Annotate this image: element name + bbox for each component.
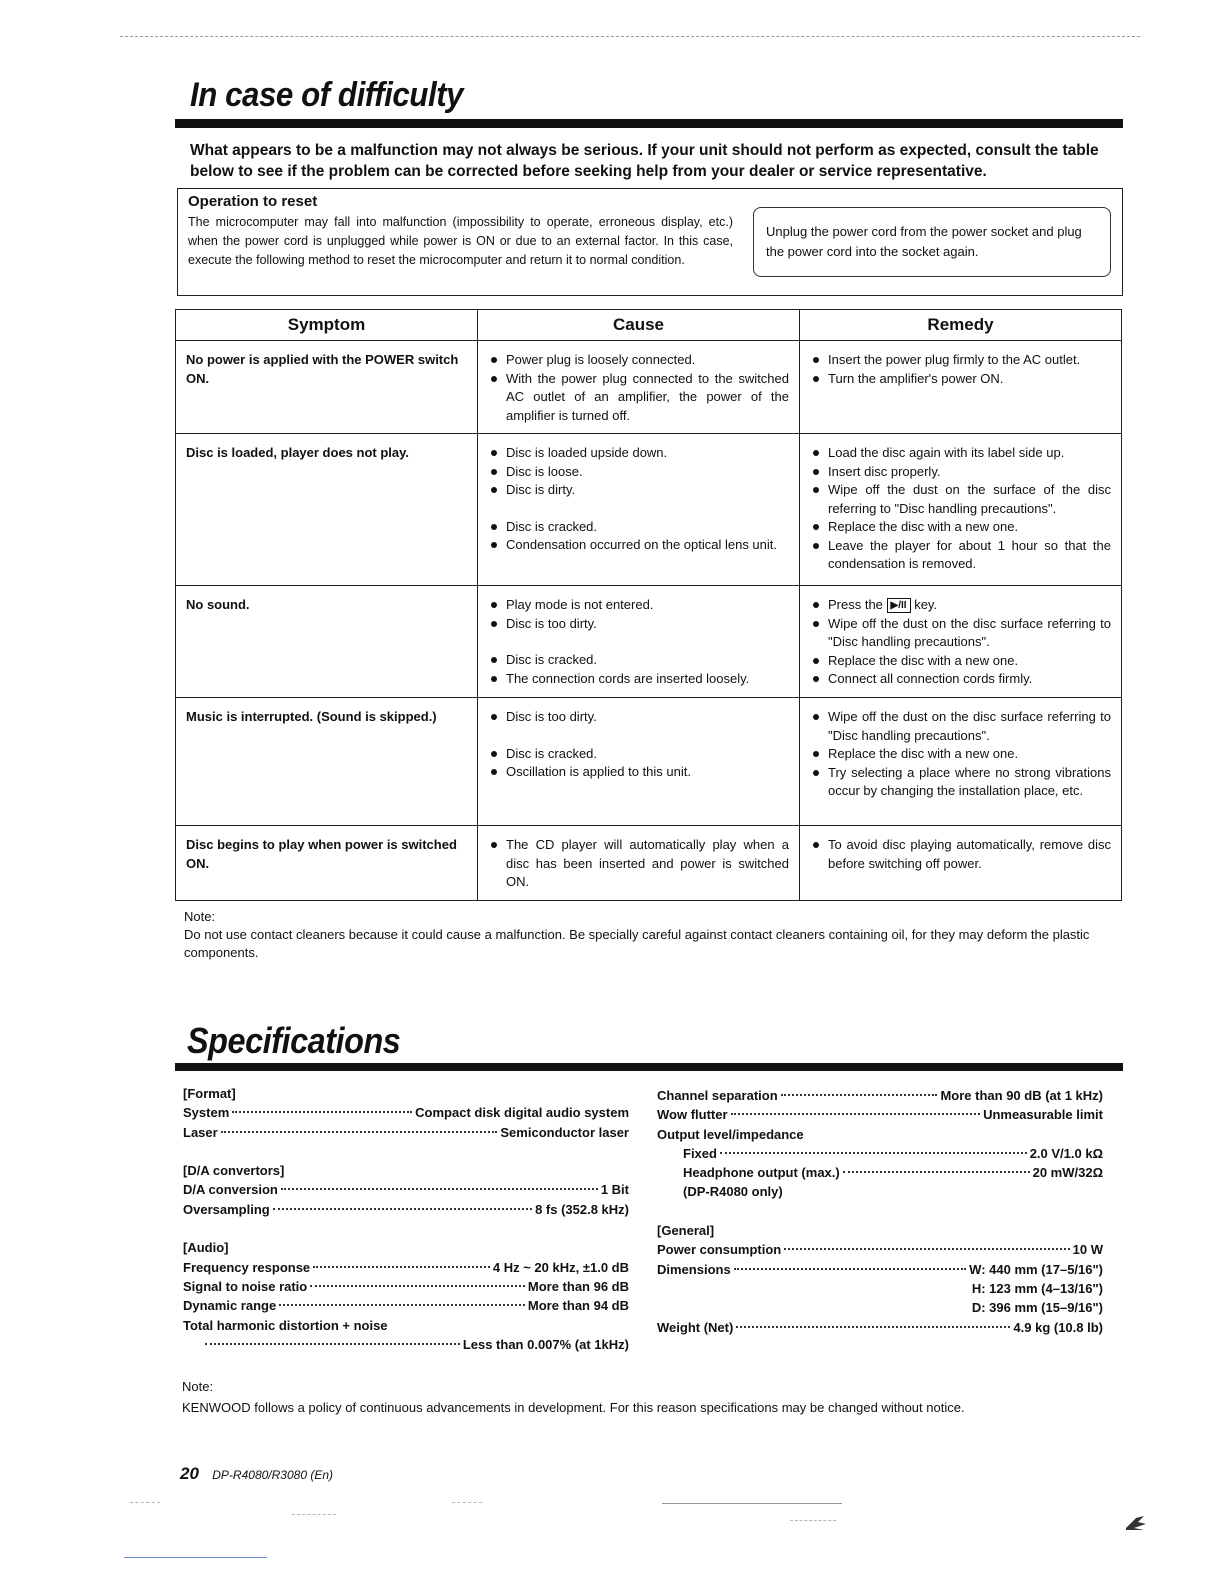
cause-cell [478, 698, 800, 826]
table-row [176, 826, 1122, 901]
list-item: Condensation occurred on the optical lens unit. [488, 536, 789, 555]
title-rule [175, 119, 1123, 128]
spec-label: Channel separation [657, 1088, 778, 1103]
spec-value: 4 Hz ~ 20 kHz, ±1.0 dB [492, 1259, 629, 1275]
spec-row-channel-separation [657, 1086, 1103, 1105]
page-number: 20 [180, 1464, 199, 1483]
scan-artifact [130, 1502, 160, 1503]
scan-artifact [790, 1520, 836, 1521]
list-item: Disc is cracked. [488, 651, 789, 670]
remedy-cell [800, 341, 1122, 434]
list-item: Turn the amplifier's power ON. [810, 370, 1111, 389]
spec-value: 20 mW/32Ω [1032, 1165, 1103, 1181]
corner-mark-icon [1122, 1512, 1148, 1534]
page-footer [180, 1464, 333, 1484]
scan-artifact [662, 1503, 842, 1504]
spec-heading-audio: [Audio] [183, 1240, 229, 1256]
list-item: Leave the player for about 1 hour so that the condensation is removed. [810, 537, 1111, 574]
list-item: Try selecting a place where no strong vibrations occur by changing the installation place, etc. [810, 764, 1111, 801]
spec-row-da-conversion [183, 1180, 629, 1199]
model-code: DP-R4080/R3080 (En) [212, 1468, 333, 1482]
cause-cell [478, 826, 800, 901]
spec-value: More than 90 dB (at 1 kHz) [940, 1088, 1103, 1103]
note-text: KENWOOD follows a policy of continuous advancements in development. For this reason specifications may be changed without notice. [182, 1400, 965, 1415]
spec-heading-general: [General] [657, 1223, 715, 1239]
list-item: With the power plug connected to the switched AC outlet of an amplifier, the power of the amplifier is turned off. [488, 370, 789, 426]
spec-label: Headphone output (max.) [683, 1165, 840, 1181]
section-title-specifications: Specifications [187, 1020, 401, 1061]
reset-box [177, 188, 1123, 296]
remedy-cell [800, 698, 1122, 826]
top-dashed-rule [120, 36, 1140, 37]
specs-left-column [183, 1084, 629, 1354]
list-item: Insert disc properly. [810, 463, 1111, 482]
list-item: Play mode is not entered. [488, 596, 789, 615]
list-item: Disc is dirty. [488, 481, 789, 500]
note-text: Do not use contact cleaners because it could cause a malfunction. Be specially careful against contact cleaners containing oil, for they may deform the plastic components. [184, 927, 1090, 960]
symptom-cell: No sound. [176, 586, 478, 698]
symptom-cell: Disc begins to play when power is switched ON. [176, 826, 478, 901]
spec-value: 8 fs (352.8 kHz) [535, 1201, 629, 1217]
list-item: The connection cords are inserted loosely. [488, 670, 789, 689]
spec-row-thd [183, 1335, 629, 1354]
list-item: Oscillation is applied to this unit. [488, 763, 789, 782]
spec-value: 10 W [1072, 1242, 1103, 1258]
spec-row-system [183, 1103, 629, 1122]
spec-value: H: 123 mm (4–13/16") [971, 1280, 1103, 1296]
list-item: Replace the disc with a new one. [810, 518, 1111, 537]
reset-title: Operation to reset [188, 193, 318, 210]
spec-row-headphone [657, 1163, 1103, 1182]
spec-label: System [183, 1105, 230, 1121]
table-header-row [176, 310, 1122, 341]
spec-row-wow-flutter [657, 1105, 1103, 1124]
reset-text: The microcomputer may fall into malfunction (impossibility to operate, erroneous display, etc.) when the power cord is unplugged while power is ON or due to an external factor. In this case, execute the following method to reset the microcomputer and return it to normal condition. [188, 215, 733, 267]
list-item: To avoid disc playing automatically, remove disc before switching off power. [810, 836, 1111, 873]
spec-value: W: 440 mm (17–5/16") [969, 1261, 1103, 1277]
spec-value: 2.0 V/1.0 kΩ [1029, 1145, 1103, 1161]
cause-cell [478, 434, 800, 586]
list-item: Load the disc again with its label side up. [810, 444, 1111, 463]
specs-right-column [657, 1086, 1103, 1337]
bottom-blue-line [124, 1557, 267, 1558]
intro-paragraph: What appears to be a malfunction may not always be serious. If your unit should not perform as expected, consult the table below to see if the problem can be corrected before seeking help from your dealer or service representative. [190, 142, 1099, 180]
spec-label: Dynamic range [183, 1298, 277, 1314]
press-text: Press the [828, 597, 883, 612]
spec-row-dimensions-h [657, 1279, 1103, 1298]
spec-label: Weight (Net) [657, 1319, 734, 1335]
header-remedy: Remedy [800, 310, 1122, 341]
note-label: Note: [182, 1379, 214, 1394]
play-pause-key-icon: ▶/II [887, 598, 911, 613]
spec-label: Power consumption [657, 1242, 782, 1258]
spec-label: D/A conversion [183, 1182, 278, 1198]
list-item: Connect all connection cords firmly. [810, 670, 1111, 689]
list-item: Disc is too dirty. [488, 708, 789, 727]
symptom-cell: Music is interrupted. (Sound is skipped.) [176, 698, 478, 826]
troubleshooting-table [175, 309, 1122, 901]
spec-value: More than 94 dB [527, 1298, 629, 1314]
list-item: Wipe off the dust on the disc surface referring to "Disc handling precautions". [810, 708, 1111, 745]
spec-label-thd: Total harmonic distortion + noise [183, 1317, 388, 1333]
list-item: Power plug is loosely connected. [488, 351, 789, 370]
note-label: Note: [184, 909, 216, 924]
specifications-note [182, 1376, 1112, 1418]
list-item: Disc is cracked. [488, 745, 789, 764]
remedy-cell [800, 586, 1122, 698]
troubleshooting-note [184, 908, 1114, 962]
spec-label: Laser [183, 1124, 218, 1140]
list-item: Replace the disc with a new one. [810, 652, 1111, 671]
spec-row-dynamic-range [183, 1296, 629, 1315]
list-item: Disc is loose. [488, 463, 789, 482]
cause-cell [478, 341, 800, 434]
table-row [176, 698, 1122, 826]
header-symptom: Symptom [176, 310, 478, 341]
spec-value: 1 Bit [600, 1182, 629, 1198]
spec-row-frequency [183, 1258, 629, 1277]
list-item [810, 596, 1111, 615]
section-title-difficulty: In case of difficulty [190, 76, 464, 114]
scan-artifact [292, 1514, 336, 1515]
spec-heading-format: [Format] [183, 1086, 236, 1101]
spec-value: Semiconductor laser [500, 1124, 629, 1140]
remedy-cell [800, 434, 1122, 586]
spec-label-output: Output level/impedance [657, 1126, 804, 1142]
spec-label: Wow flutter [657, 1107, 728, 1123]
spec-label: Oversampling [183, 1201, 270, 1217]
key-text: key. [914, 597, 938, 612]
header-cause: Cause [478, 310, 800, 341]
spec-row-power [657, 1240, 1103, 1259]
spec-label: Signal to noise ratio [183, 1278, 308, 1294]
spec-row-oversampling [183, 1200, 629, 1219]
spec-row-snr [183, 1277, 629, 1296]
reset-instruction: Unplug the power cord from the power socket and plug the power cord into the socket again. [753, 207, 1111, 277]
spec-heading-da: [D/A convertors] [183, 1163, 285, 1179]
spec-value: Unmeasurable limit [983, 1107, 1103, 1123]
list-item: Disc is too dirty. [488, 615, 789, 634]
spec-row-weight [657, 1318, 1103, 1337]
list-item: The CD player will automatically play when a disc has been inserted and power is switched ON. [488, 836, 789, 892]
spec-value: D: 396 mm (15–9/16") [971, 1300, 1103, 1316]
list-item: Disc is cracked. [488, 518, 789, 537]
table-row [176, 586, 1122, 698]
table-row [176, 341, 1122, 434]
spec-row-fixed [657, 1144, 1103, 1163]
table-row [176, 434, 1122, 586]
spec-row-dimensions [657, 1260, 1103, 1279]
list-item: Replace the disc with a new one. [810, 745, 1111, 764]
scan-artifact [452, 1502, 482, 1503]
spec-label: Dimensions [657, 1261, 731, 1277]
spec-row-laser [183, 1123, 629, 1142]
spec-value: Less than 0.007% (at 1kHz) [462, 1336, 629, 1352]
remedy-cell [800, 826, 1122, 901]
symptom-cell: Disc is loaded, player does not play. [176, 434, 478, 586]
spec-label: Fixed [683, 1145, 717, 1161]
spec-label: Frequency response [183, 1259, 311, 1275]
spec-note-headphone: (DP-R4080 only) [683, 1184, 783, 1200]
list-item: Disc is loaded upside down. [488, 444, 789, 463]
spec-value: More than 96 dB [527, 1278, 629, 1294]
list-item: Insert the power plug firmly to the AC outlet. [810, 351, 1111, 370]
cause-cell [478, 586, 800, 698]
specifications-rule [175, 1063, 1123, 1071]
list-item: Wipe off the dust on the surface of the disc referring to "Disc handling precautions". [810, 481, 1111, 518]
spec-value: Compact disk digital audio system [415, 1105, 629, 1121]
spec-row-dimensions-d [657, 1298, 1103, 1317]
symptom-cell: No power is applied with the POWER switch ON. [176, 341, 478, 434]
list-item: Wipe off the dust on the disc surface referring to "Disc handling precautions". [810, 615, 1111, 652]
spec-value: 4.9 kg (10.8 lb) [1013, 1319, 1103, 1335]
